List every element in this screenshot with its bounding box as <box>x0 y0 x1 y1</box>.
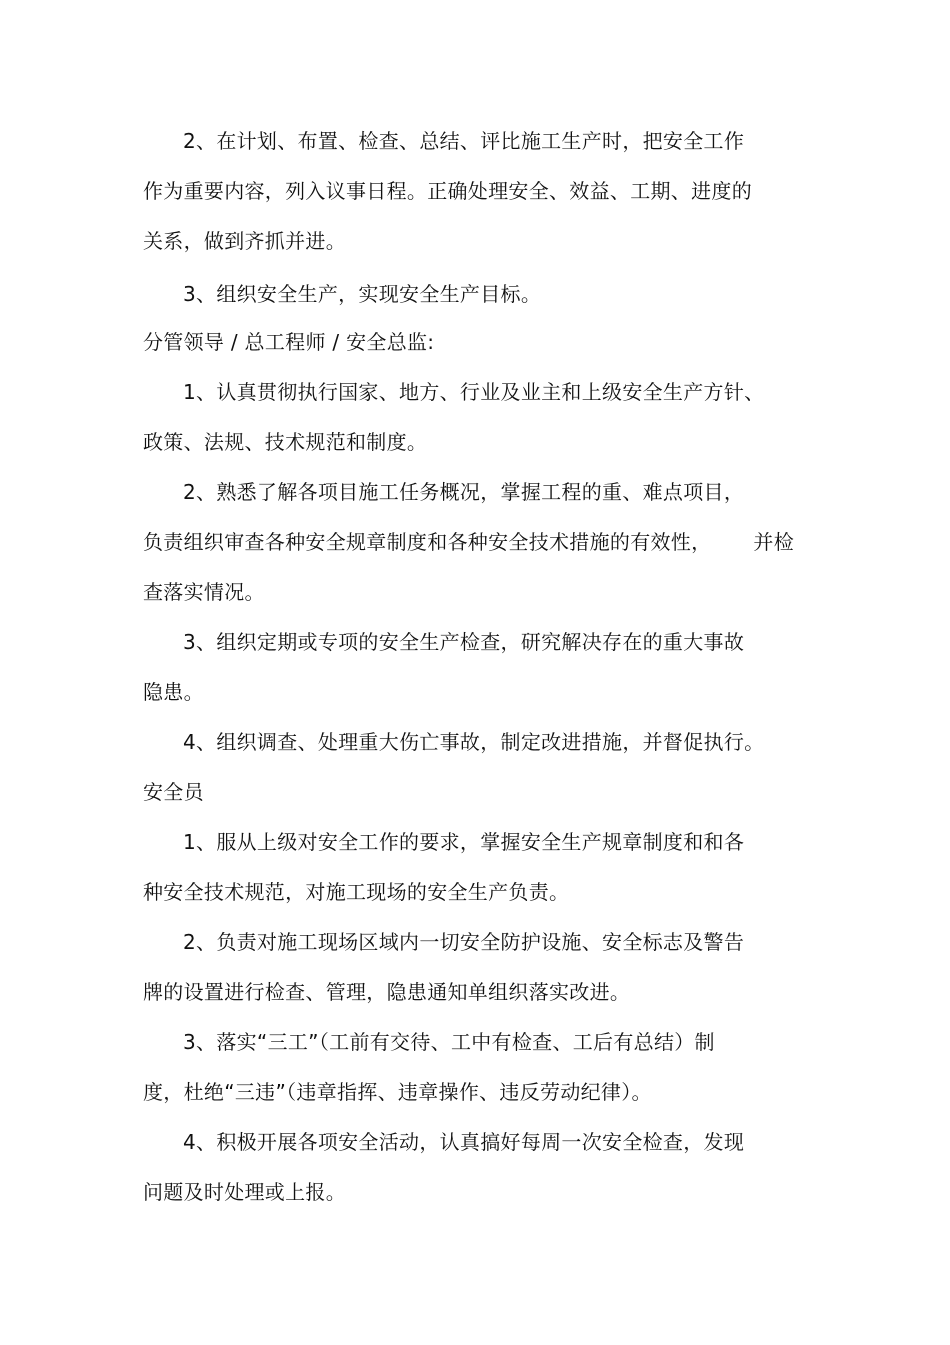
paragraph-line: 作为重要内容，列入议事日程。正确处理安全、效益、工期、进度的 <box>143 179 752 203</box>
paragraph-line-part: 并检 <box>753 530 795 554</box>
paragraph-line-part: 负责组织审查各种安全规章制度和各种安全技术措施的有效性， <box>143 530 712 554</box>
paragraph-line: 查落实情况。 <box>143 580 265 604</box>
paragraph-line: 政策、法规、技术规范和制度。 <box>143 430 428 454</box>
paragraph-line: 种安全技术规范，对施工现场的安全生产负责。 <box>143 880 570 904</box>
paragraph-line: 3、组织安全生产，实现安全生产目标。 <box>183 282 542 306</box>
paragraph-line: 关系，做到齐抓并进。 <box>143 229 346 253</box>
paragraph-line <box>143 528 794 556</box>
paragraph-line: 2、负责对施工现场区域内一切安全防护设施、安全标志及警告 <box>183 930 745 954</box>
paragraph-line: 度，杜绝“三违”（违章指挥、违章操作、违反劳动纪律）。 <box>143 1080 652 1104</box>
section-heading: 安全员 <box>143 780 204 804</box>
paragraph-line: 1、认真贯彻执行国家、地方、行业及业主和上级安全生产方针、 <box>183 380 765 404</box>
paragraph-line: 1、服从上级对安全工作的要求，掌握安全生产规章制度和和各 <box>183 830 745 854</box>
paragraph-line: 3、落实“三工”（工前有交待、工中有检查、工后有总结）制 <box>183 1030 715 1054</box>
paragraph-line: 3、组织定期或专项的安全生产检查，研究解决存在的重大事故 <box>183 630 745 654</box>
paragraph-line: 4、组织调查、处理重大伤亡事故，制定改进措施，并督促执行。 <box>183 730 765 754</box>
paragraph-line: 问题及时处理或上报。 <box>143 1180 346 1204</box>
paragraph-line: 2、熟悉了解各项目施工任务概况，掌握工程的重、难点项目， <box>183 480 745 504</box>
paragraph-line: 2、在计划、布置、检查、总结、评比施工生产时，把安全工作 <box>183 129 745 153</box>
section-heading: 分管领导 / 总工程师 / 安全总监: <box>143 330 435 354</box>
paragraph-line: 隐患。 <box>143 680 204 704</box>
paragraph-line: 4、积极开展各项安全活动，认真搞好每周一次安全检查，发现 <box>183 1130 745 1154</box>
paragraph-line: 牌的设置进行检查、管理，隐患通知单组织落实改进。 <box>143 980 631 1004</box>
